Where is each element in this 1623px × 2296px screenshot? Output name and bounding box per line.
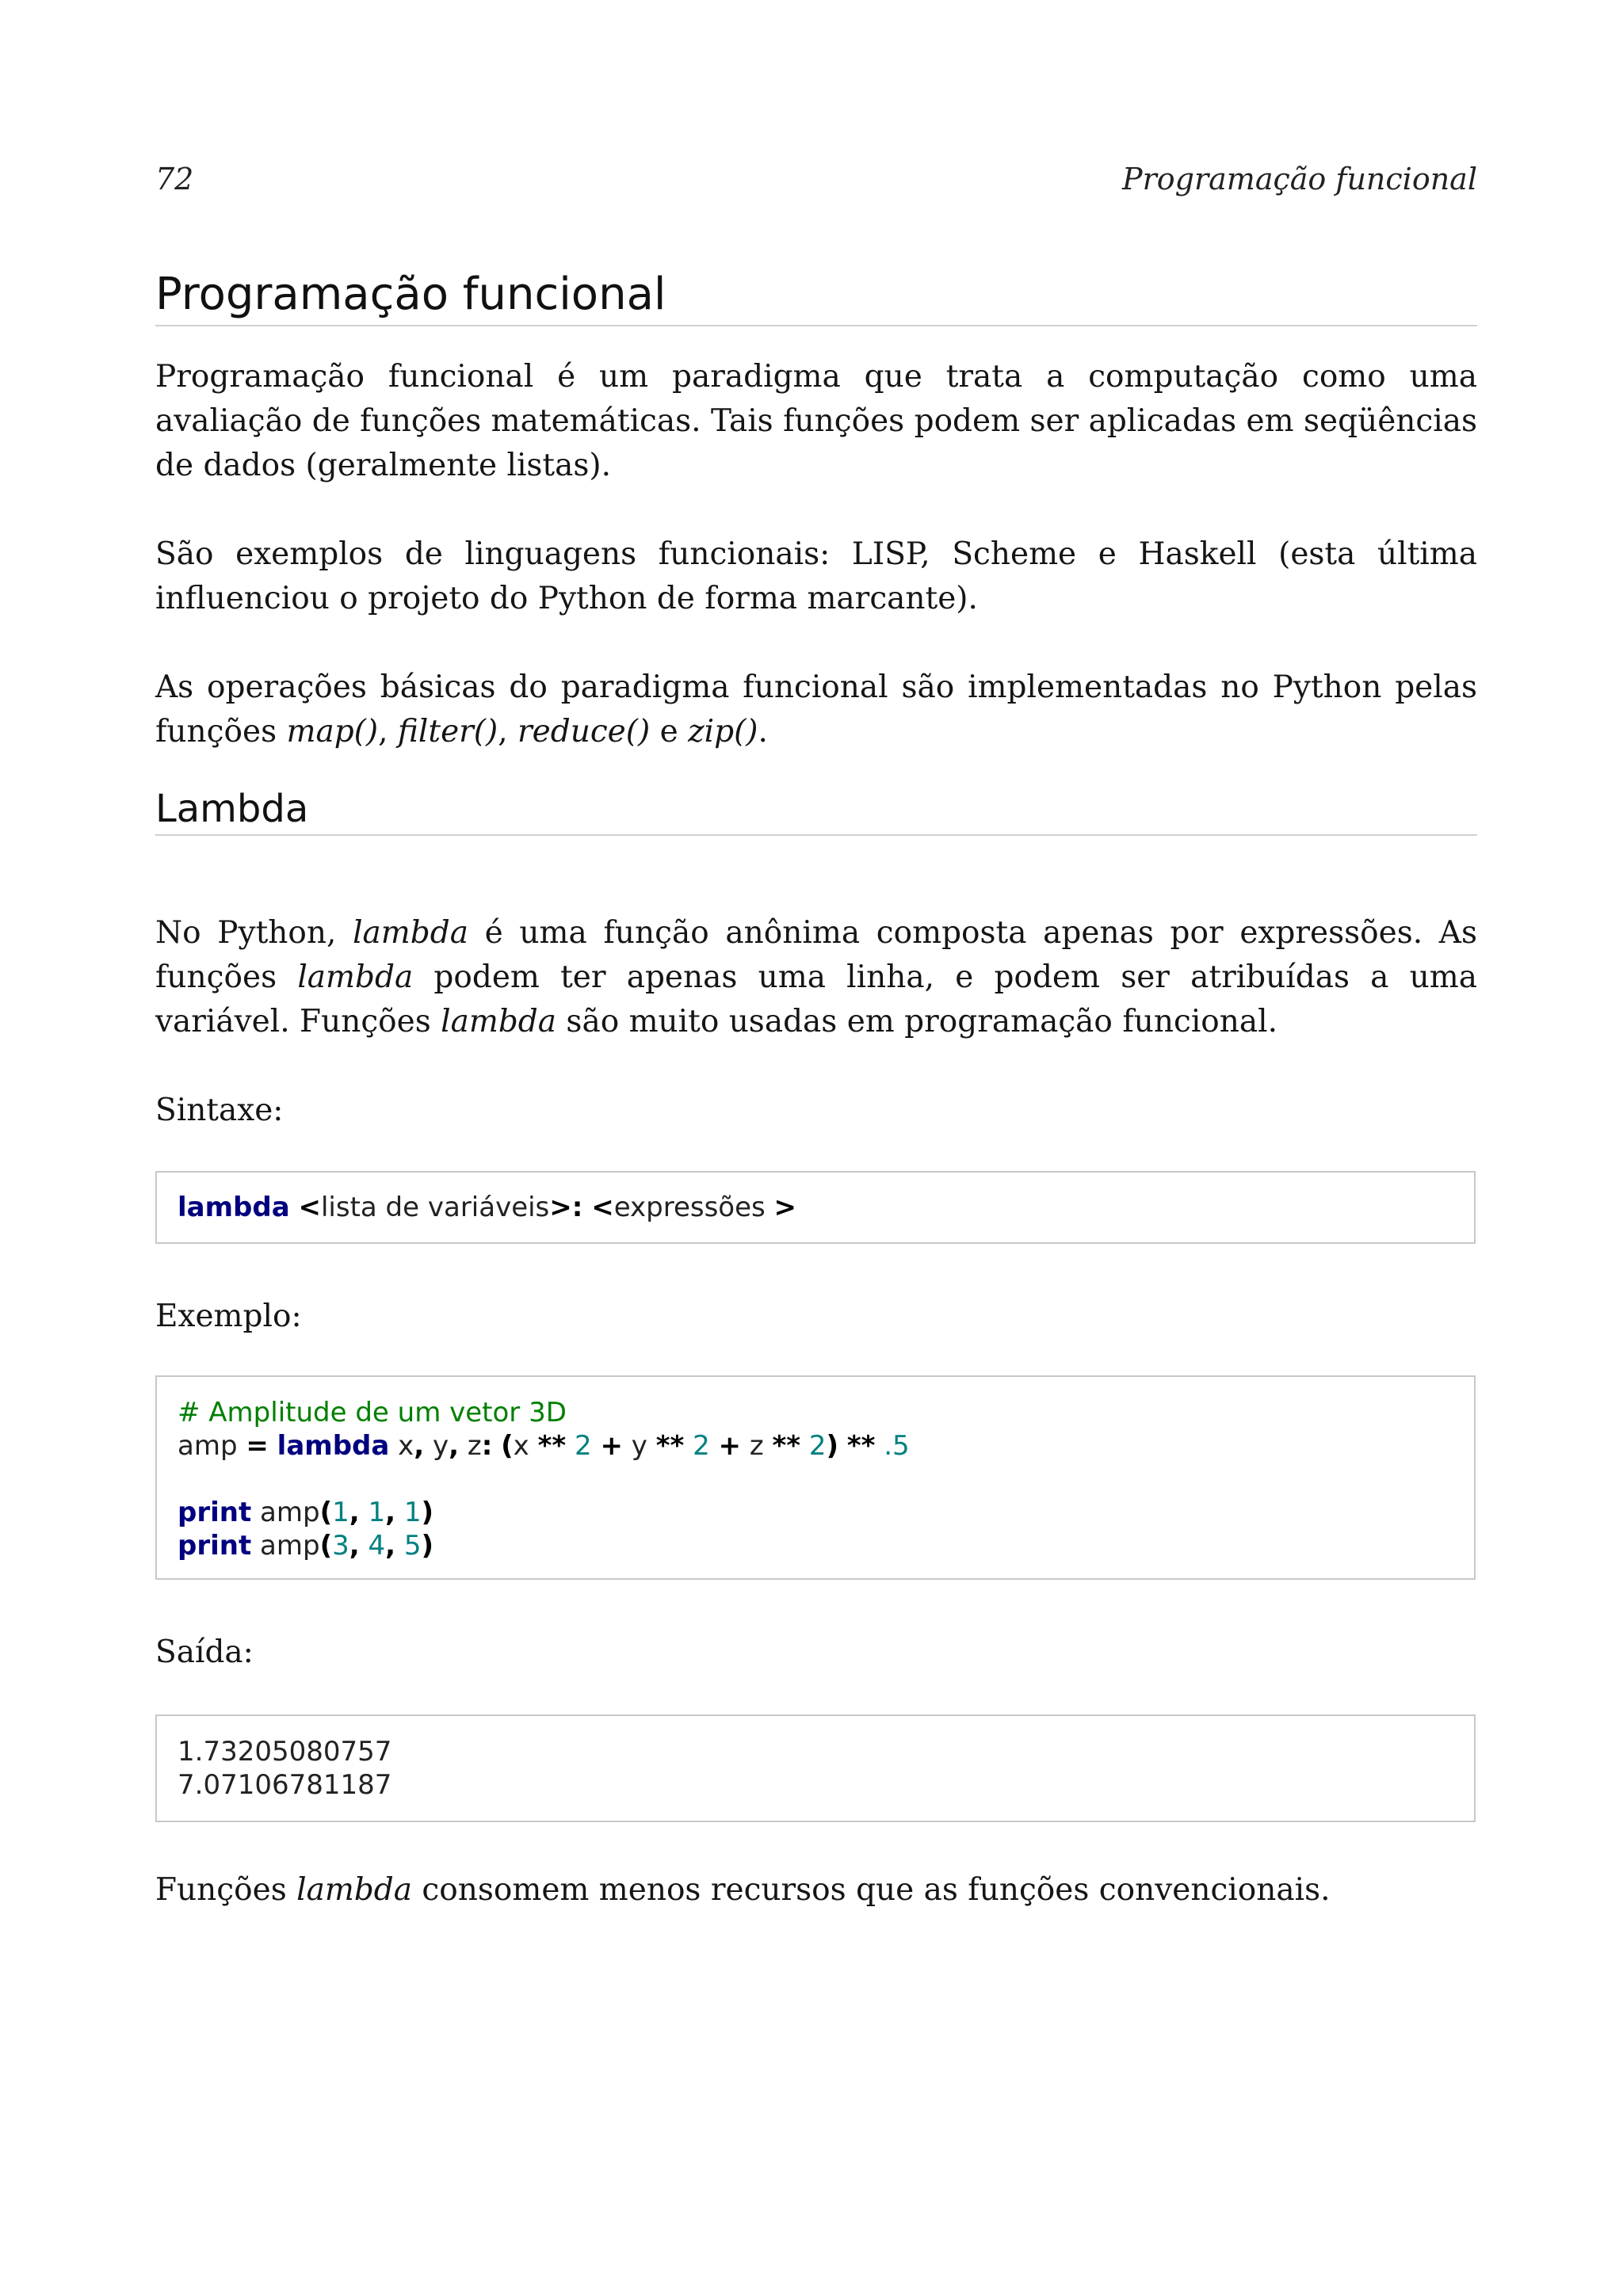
code-operator: ** [846,1430,876,1462]
example-code-box [155,1375,1476,1580]
examples-paragraph [155,532,1477,621]
code-number: 1 [332,1497,349,1528]
code-text [875,1430,884,1462]
output-code-box [155,1714,1476,1822]
code-text: amp [178,1430,246,1462]
code-keyword: print [178,1530,252,1562]
output-label: Saída: [155,1634,254,1670]
code-operator: , [385,1497,396,1528]
intro-paragraph [155,355,1477,488]
code-keyword: lambda [277,1430,390,1462]
text-run: consomem menos recursos que as funções convencionais. [412,1872,1331,1908]
lambda-paragraph [155,911,1477,1044]
code-blank-line [178,1463,1453,1496]
code-text [566,1430,575,1462]
code-text [269,1430,277,1462]
filter-function: filter() [397,714,498,749]
code-print-line-1 [178,1496,1453,1529]
code-number: 1 [403,1497,422,1528]
code-operator: : [481,1430,493,1462]
code-number: 4 [368,1530,386,1562]
code-operator: , [449,1430,460,1462]
code-text [492,1430,501,1462]
text-run: No Python, [155,915,353,951]
separator: , [498,714,518,749]
code-operator: ) [421,1497,434,1528]
operations-paragraph [155,666,1477,754]
code-operator: , [385,1530,396,1562]
lambda-term: lambda [296,1872,412,1908]
code-text [360,1530,369,1562]
reduce-function: reduce() [517,714,651,749]
lambda-term: lambda [353,915,468,951]
code-text [395,1497,404,1528]
code-print-line-2 [178,1529,1453,1562]
code-text: y [622,1430,656,1462]
subsection-title-lambda: Lambda [155,785,1477,836]
code-operator: , [349,1497,360,1528]
code-operator: + [718,1430,742,1462]
code-operator: < [298,1192,321,1223]
code-text: amp [251,1530,320,1562]
code-operator: ** [537,1430,567,1462]
text-run: é uma função anônima composta apenas por expressões. As funções [155,915,1477,995]
text-run: podem ter apenas uma linha, e podem ser atribuídas a uma variável. Funções [155,959,1477,1039]
code-operator: , [349,1530,360,1562]
code-number: 2 [693,1430,710,1462]
code-operator: < [591,1192,614,1223]
text-run: Funções [155,1872,297,1908]
page-number: 72 [155,162,194,196]
code-number: 3 [332,1530,349,1562]
conjunction: e [650,714,689,749]
code-keyword: print [178,1497,252,1528]
code-text: expressões [613,1192,774,1223]
period: . [758,714,768,749]
lambda-term: lambda [297,959,414,995]
code-operator: ** [772,1430,801,1462]
code-comment-line [178,1396,1453,1429]
code-number: 1 [368,1497,386,1528]
code-text: x [389,1430,414,1462]
closing-paragraph [155,1868,1477,1913]
code-text [395,1530,404,1562]
code-operator: + [600,1430,623,1462]
code-operator: , [414,1430,425,1462]
code-operator: ( [319,1497,333,1528]
code-text: amp [251,1497,320,1528]
examples-text: São exemplos de linguagens funcionais: LISP, Scheme e Haskell (esta última influenciou o projeto do Python de forma marcante). [155,536,1477,616]
output-line-2: 7.07106781187 [178,1769,392,1801]
code-operator: > [773,1192,797,1223]
code-text [360,1497,369,1528]
zip-function: zip() [688,714,758,749]
section-title: Programação funcional [155,266,1477,326]
code-text [290,1192,299,1223]
operations-text: As operações básicas do paradigma funcional são implementadas no Python pelas funções [155,669,1477,749]
code-text [800,1430,809,1462]
code-text [710,1430,719,1462]
code-text: lista de variáveis [320,1192,550,1223]
lambda-term: lambda [441,1004,557,1039]
code-text [592,1430,601,1462]
map-function: map() [286,714,379,749]
code-lambda-line [178,1429,1453,1463]
output-line-1: 1.73205080757 [178,1736,392,1768]
separator: , [378,714,398,749]
code-text: z [741,1430,773,1462]
code-text [838,1430,847,1462]
text-run: são muito usadas em programação funcional. [556,1004,1278,1039]
code-comment: # Amplitude de um vetor 3D [178,1397,567,1428]
code-operator: ** [655,1430,685,1462]
code-text [582,1192,591,1223]
code-operator: ) [826,1430,839,1462]
code-number: 5 [403,1530,422,1562]
syntax-line [178,1191,1453,1224]
code-text: z [459,1430,482,1462]
code-operator: = [246,1430,269,1462]
syntax-label: Sintaxe: [155,1093,284,1128]
intro-text: Programação funcional é um paradigma que trata a computação como uma avaliação de funções matemáticas. Tais funções podem ser aplicadas em seqüências de dados (geralmente listas). [155,359,1477,483]
code-number: 2 [808,1430,827,1462]
code-operator: >: [549,1192,583,1223]
running-title: Programação funcional [1122,162,1477,196]
code-text: y [424,1430,449,1462]
code-operator: ( [319,1530,333,1562]
example-label: Exemplo: [155,1299,302,1334]
code-operator: ) [421,1530,434,1562]
code-text [684,1430,693,1462]
code-keyword: lambda [178,1192,290,1223]
syntax-code-box [155,1171,1476,1244]
code-number: .5 [884,1430,910,1462]
code-operator: ( [501,1430,514,1462]
code-number: 2 [574,1430,592,1462]
code-text: x [513,1430,538,1462]
